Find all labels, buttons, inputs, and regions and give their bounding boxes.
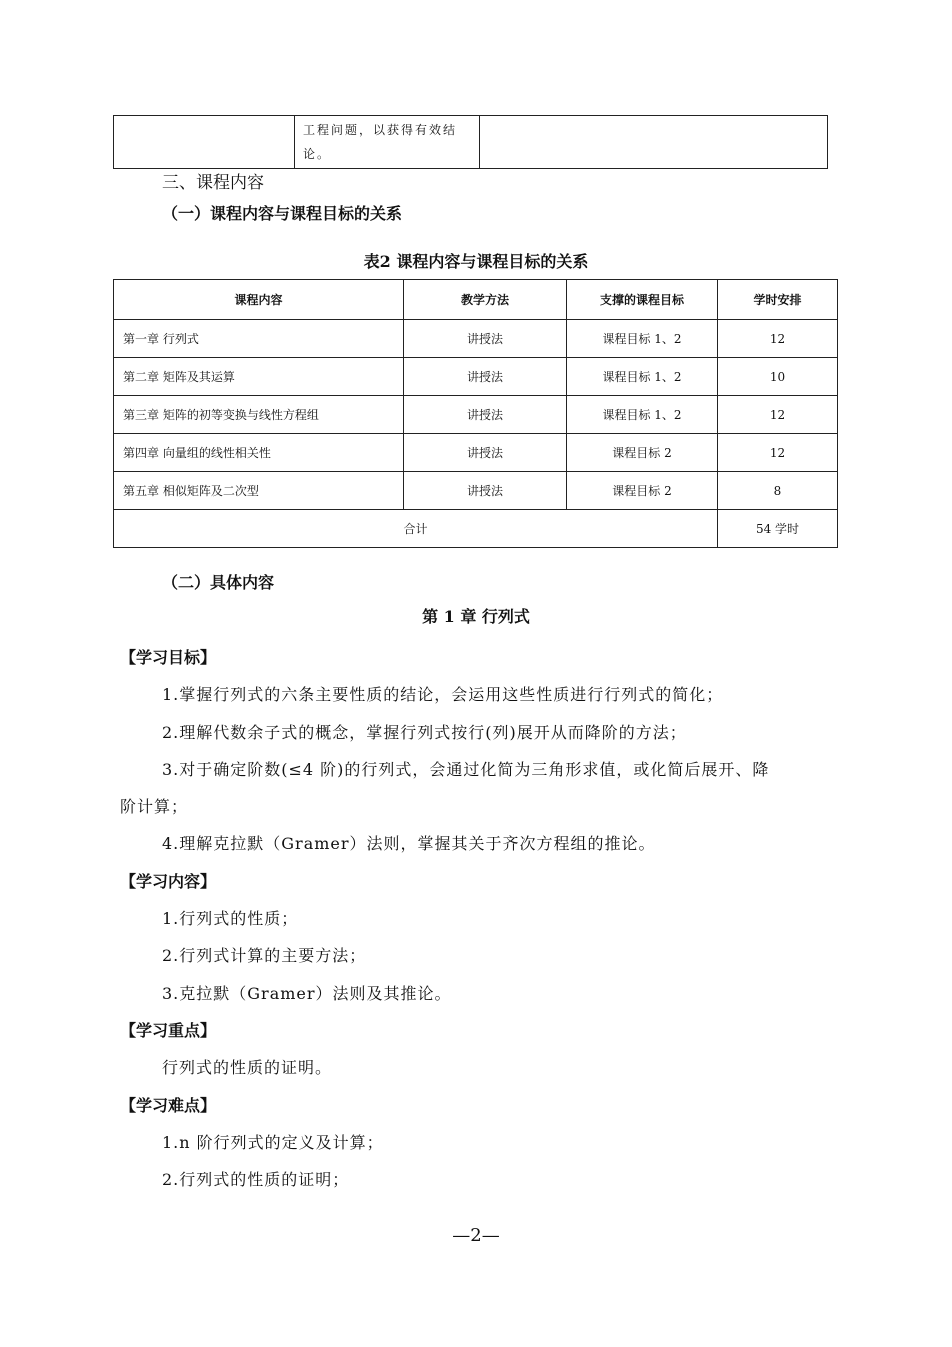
total-value-cell: 54 学时 bbox=[718, 510, 838, 548]
subsection-heading-details: （二）具体内容 bbox=[162, 573, 275, 592]
table-cell: 课程目标 1、2 bbox=[567, 358, 718, 396]
chapter-title: 第 1 章 行列式 bbox=[422, 607, 530, 626]
table-row bbox=[114, 396, 838, 434]
table-cell: 工程问题，以获得有效结论。 bbox=[295, 116, 480, 169]
table-cell: 第二章 矩阵及其运算 bbox=[114, 358, 404, 396]
course-content-table bbox=[113, 279, 838, 548]
table-cell: 讲授法 bbox=[404, 434, 567, 472]
difficulty-heading: 【学习难点】 bbox=[120, 1096, 217, 1115]
table-cell: 第五章 相似矩阵及二次型 bbox=[114, 472, 404, 510]
table-cell: 讲授法 bbox=[404, 472, 567, 510]
table-cell: 8 bbox=[718, 472, 838, 510]
table-cell: 课程目标 2 bbox=[567, 472, 718, 510]
table-row bbox=[114, 472, 838, 510]
goal-item-continuation: 阶计算； bbox=[120, 797, 189, 816]
difficulty-item: 2.行列式的性质的证明； bbox=[162, 1170, 350, 1189]
difficulty-item: 1.n 阶行列式的定义及计算； bbox=[162, 1133, 384, 1152]
header-cell: 教学方法 bbox=[404, 280, 567, 320]
focus-heading: 【学习重点】 bbox=[120, 1021, 217, 1040]
goal-item: 4.理解克拉默（Gramer）法则，掌握其关于齐次方程组的推论。 bbox=[162, 834, 656, 853]
subsection-heading-relation: （一）课程内容与课程目标的关系 bbox=[162, 204, 403, 223]
section-heading-course-content: 三、课程内容 bbox=[162, 173, 264, 193]
content-heading: 【学习内容】 bbox=[120, 872, 217, 891]
table-cell bbox=[480, 116, 828, 169]
content-item: 1.行列式的性质； bbox=[162, 909, 299, 928]
header-cell: 学时安排 bbox=[718, 280, 838, 320]
table-cell: 10 bbox=[718, 358, 838, 396]
table-header-row bbox=[114, 280, 838, 320]
goals-heading: 【学习目标】 bbox=[120, 648, 217, 667]
page-number: —2— bbox=[452, 1225, 500, 1246]
continuation-table bbox=[113, 115, 828, 169]
table-row bbox=[114, 116, 828, 169]
table-cell: 12 bbox=[718, 434, 838, 472]
table-total-row bbox=[114, 510, 838, 548]
goal-item: 1.掌握行列式的六条主要性质的结论，会运用这些性质进行行列式的简化； bbox=[162, 685, 724, 704]
table-cell: 讲授法 bbox=[404, 358, 567, 396]
focus-text: 行列式的性质的证明。 bbox=[162, 1058, 333, 1077]
header-cell: 支撑的课程目标 bbox=[567, 280, 718, 320]
goal-item: 2.理解代数余子式的概念，掌握行列式按行(列)展开从而降阶的方法； bbox=[162, 723, 687, 742]
table-cell: 第四章 向量组的线性相关性 bbox=[114, 434, 404, 472]
content-item: 3.克拉默（Gramer）法则及其推论。 bbox=[162, 984, 452, 1003]
table-cell: 讲授法 bbox=[404, 320, 567, 358]
table-cell: 第一章 行列式 bbox=[114, 320, 404, 358]
total-label-cell: 合计 bbox=[114, 510, 718, 548]
table-cell: 课程目标 1、2 bbox=[567, 320, 718, 358]
table-cell: 讲授法 bbox=[404, 396, 567, 434]
table-row bbox=[114, 434, 838, 472]
table-cell: 12 bbox=[718, 320, 838, 358]
table-row bbox=[114, 320, 838, 358]
goal-item: 3.对于确定阶数(≤4 阶)的行列式，会通过化简为三角形求值，或化简后展开、降 bbox=[162, 760, 770, 779]
table-cell: 课程目标 2 bbox=[567, 434, 718, 472]
header-cell: 课程内容 bbox=[114, 280, 404, 320]
table-cell: 12 bbox=[718, 396, 838, 434]
table-row bbox=[114, 358, 838, 396]
table-caption: 表2 课程内容与课程目标的关系 bbox=[363, 252, 589, 271]
table-cell bbox=[114, 116, 295, 169]
table-cell: 课程目标 1、2 bbox=[567, 396, 718, 434]
table-cell: 第三章 矩阵的初等变换与线性方程组 bbox=[114, 396, 404, 434]
content-item: 2.行列式计算的主要方法； bbox=[162, 946, 367, 965]
